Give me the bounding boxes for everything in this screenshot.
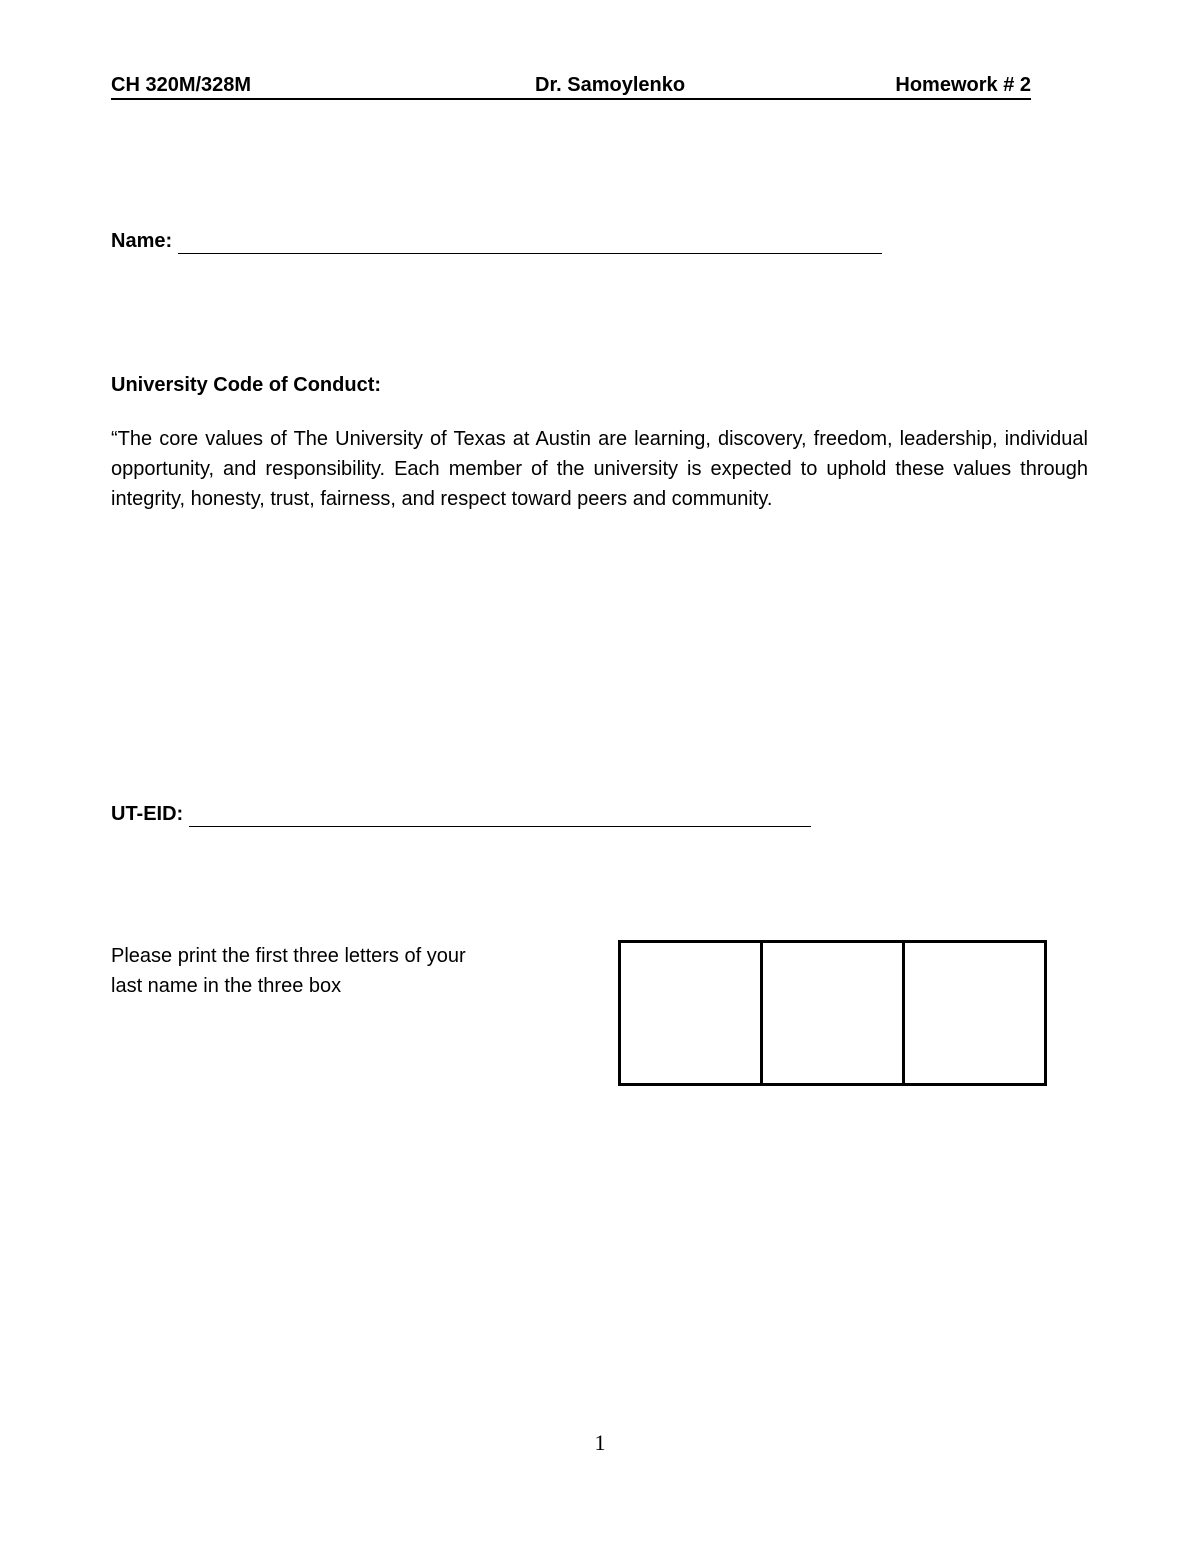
code-of-conduct-heading: University Code of Conduct: [111, 374, 382, 396]
uteid-field[interactable] [189, 806, 811, 827]
letter-box-1[interactable] [621, 943, 760, 1083]
letter-box-3[interactable] [902, 943, 1044, 1083]
instructor-name: Dr. Samoylenko [535, 74, 686, 96]
uteid-field-row [111, 801, 811, 827]
code-of-conduct-text: “The core values of The University of Texas at Austin are learning, discovery, freedom, leadership, individual opportunity, and responsibility. Each member of the university is expected to uphold these values through integrity, honesty, trust, fairness, and respect toward peers and community. [111, 428, 1088, 510]
letter-box-2[interactable] [760, 943, 902, 1083]
name-label: Name: [111, 230, 173, 252]
course-code: CH 320M/328M [111, 74, 252, 96]
letters-instruction: Please print the first three letters of your last name in the three box [111, 945, 466, 997]
name-field[interactable] [178, 233, 882, 254]
page-number: 1 [594, 1430, 606, 1455]
page-header [111, 72, 1031, 100]
last-name-letter-boxes [618, 940, 1047, 1086]
uteid-label: UT-EID: [111, 803, 184, 825]
name-field-row [111, 228, 882, 254]
assignment-title: Homework # 2 [895, 74, 1031, 96]
